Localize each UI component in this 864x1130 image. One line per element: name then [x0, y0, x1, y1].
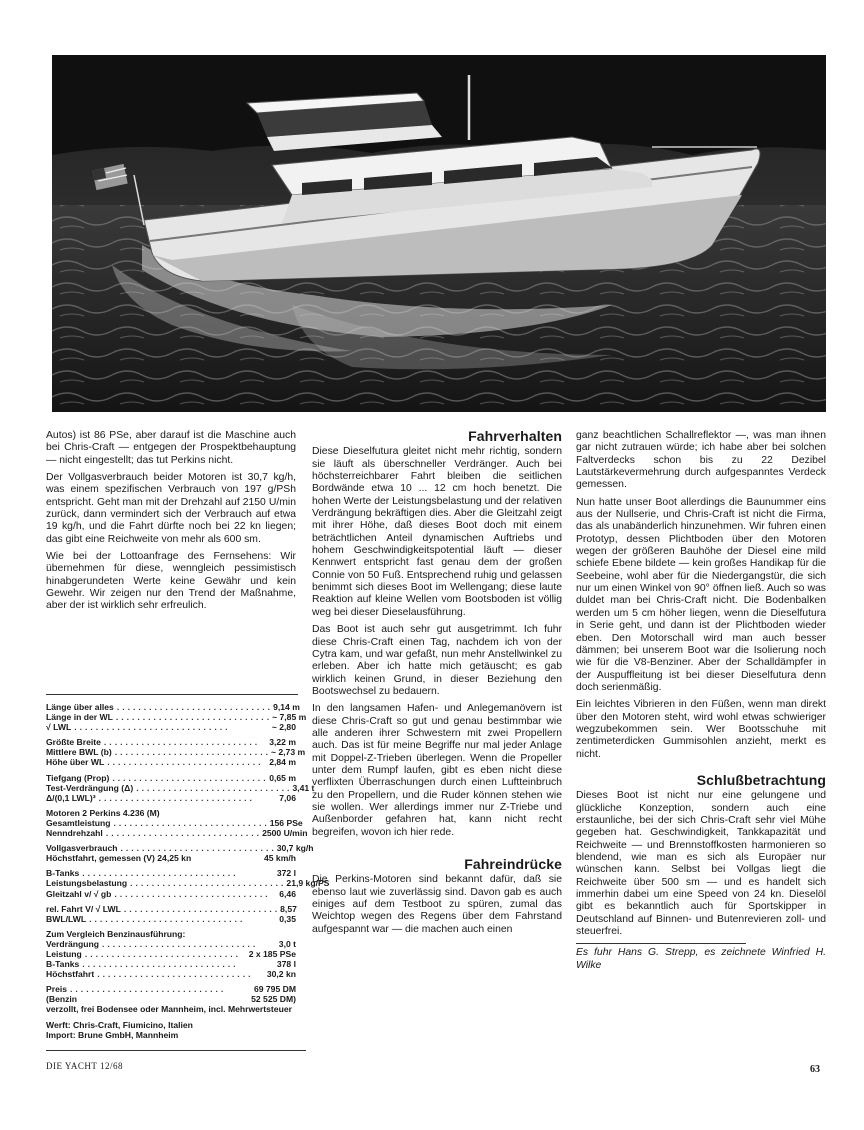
column-2	[312, 430, 562, 941]
boat-illustration	[52, 55, 826, 412]
spec-row: Leistungsbelastung ............................. 21,9 kg/PS	[46, 878, 330, 889]
spec-row: (Benzin 52 525 DM)	[46, 994, 296, 1005]
shipyard-info: Werft: Chris-Craft, Fiumicino, Italien	[46, 1019, 193, 1030]
spec-row: Preis ............................. 69 795 DM	[46, 984, 296, 995]
spec-row: Δ/(0,1 LWL)³ ............................. 7,06	[46, 792, 296, 803]
specs-group	[46, 984, 296, 1014]
spec-row: Nenndrehzahl ............................. 2500 U/min	[46, 828, 308, 839]
spec-row: Motoren 2 Perkins 4.236 (M)	[46, 807, 160, 818]
spec-row: Höchstfahrt ............................. 30,2 kn	[46, 969, 296, 980]
spec-row: Gleitzahl v/ √ gb ............................. 6,46	[46, 888, 296, 899]
spec-row: rel. Fahrt V/ √ LWL ............................. 8,57	[46, 903, 297, 914]
paragraph: Autos) ist 86 PSe, aber darauf ist die Maschine auch bei Chris-Craft — entgegen der Prospektbehauptung — nicht eingestellt; das tut Perkins nicht.	[46, 430, 296, 466]
specs-group	[46, 772, 315, 803]
spec-row: Vollgasverbrauch ............................. 30,7 kg/h	[46, 843, 314, 854]
spec-row: Verdrängung ............................. 3,0 t	[46, 938, 296, 949]
spec-row: Mittlere BWL (b) ............................. ~ 2,73 m	[46, 747, 306, 758]
section-heading: Fahreindrücke	[464, 856, 562, 872]
paragraph: Ein leichtes Vibrieren in den Füßen, wenn man direkt über den Motoren steht, wird wohl etwas schwieriger wegzubekommen sein. Wer Bootsschuhe mit zentimeterdicken Gummisohlen anzieht, merkt es nicht.	[576, 699, 826, 760]
spec-row: Länge über alles ............................. 9,14 m	[46, 702, 300, 712]
spec-note: verzollt, frei Bodensee oder Mannheim, incl. Mehrwertsteuer	[46, 1004, 292, 1015]
paragraph: Dieses Boot ist nicht nur eine gelungene und glückliche Konzeption, sondern auch eine erstaunliche, bei der sich Chris-Craft sehr viel Mühe gegeben hat. Geschwindigkeit, Tankkapazität und Reichweite — und Brennstoffkosten harmonieren so blendend, wie man es sich als Europäer nur wünschen kann. Selbst bei Vollgas liegt die Reichweite über 500 sm — und es handelt sich immerhin dabei um eine Speed von 24 kn. Dieselöl gibt es bekanntlich auch für Sportskipper in Deutschland auf Binnen- und Butenrevieren zoll- und steuerfrei.	[576, 790, 826, 938]
paragraph: Diese Dieselfutura gleitet nicht mehr richtig, sondern sie läuft als überschneller Verdränger. Auch bei höchsterreichbarer Fahrt bleiben die seitlichen Bordwände etwa 10 ... 12 cm hoch benetzt. Die hohen Werte der Leistungsbelastung und der relativen Verdrängung bekräftigen dies. Aber die Gleitzahl zeigt mit ihrer Höhe, daß dieses Boot doch mit einem beträchtlichen Anteil dynamischen Auftriebs und hohem Geschwindigkeitspotential läuft — dieser Kennwert entspricht fast genau dem der großen Connie von 50 Fuß. Entsprechend ruhig und gelassen benimmt sich dieses Boot im Wellengang; diese laute Reaktion auf kleine Wellen vom Bootsboden ist völlig weg bei dieser Dieselausführung.	[312, 446, 562, 618]
specs-table	[46, 702, 330, 1040]
specs-group	[46, 868, 330, 899]
page-number: 63	[810, 1064, 820, 1075]
specs-group	[46, 702, 307, 733]
specs-top-rule	[46, 694, 298, 695]
section-heading: Schlußbetrachtung	[696, 771, 826, 788]
spec-row: √ LWL ............................. ~ 2,80	[46, 722, 296, 733]
column-1	[46, 430, 296, 618]
spec-row: B-Tanks ............................. 378 l	[46, 959, 296, 970]
specs-group	[46, 807, 308, 839]
specs-group	[46, 737, 306, 768]
spec-row: BWL/LWL ............................. 0,35	[46, 913, 296, 924]
spec-row: B-Tanks ............................. 372 l	[46, 868, 296, 879]
magazine-footer: DIE YACHT 12/68	[46, 1061, 123, 1071]
section-heading: Fahrverhalten	[468, 428, 562, 444]
spec-row: Gesamtleistung ............................. 156 PSe	[46, 817, 303, 828]
importer-info: Import: Brune GmbH, Mannheim	[46, 1029, 179, 1040]
spec-row: Größte Breite ............................. 3,22 m	[46, 737, 296, 748]
paragraph: Wie bei der Lottoanfrage des Fernsehens: Wir übernehmen für diese, wenngleich pessimistisch hinabgerundeten Werte keine Gewähr und kein Gewehr. Wir zeigen nur den Trend der Maßnahme, aber der ist wirklich sehr erfreulich.	[46, 551, 296, 612]
column-3	[576, 430, 826, 977]
spec-row: Leistung ............................. 2 x 185 PSe	[46, 948, 296, 959]
paragraph: Nun hatte unser Boot allerdings die Baunummer eins aus der Nullserie, und Chris-Craft ist nicht die Firma, das als unabänderlich hinzunehmen. Wir fuhren einen Prototyp, dessen Plichtboden über den Motoren wegen der größeren Bauhöhe der Diesel eine mild schiefe Ebene bildete — kein großes Handikap für die Seebeine, wohl aber für die Niedergangstür, die sich nur um einen Winkel von 90° öffnen ließ. Auch so was duldet man bei Chris-Craft nicht. Die Bodenbalken werden um 5 cm höher liegen, wenn die Dieselfutura in Serie geht, und dann ist der Plichtboden wieder eben. Den Motorschall wird man auch besser dämmen; bei unserem Boot war die Isolierung noch wie für die V8-Benziner. Aber der Schalldämpfer in der Auspuffleitung ist bei dieser Dieselfutura denn doch serienmäßig.	[576, 496, 826, 693]
footer-rule	[46, 1050, 306, 1051]
spec-row: Höchstfahrt, gemessen (V) 24,25 kn 45 km/h	[46, 853, 296, 864]
specs-group	[46, 843, 314, 864]
spec-row: Länge in der WL ............................. ~ 7,85 m	[46, 712, 307, 723]
boat-photo	[52, 55, 826, 412]
paragraph: Die Perkins-Motoren sind bekannt dafür, daß sie ebenso laut wie zuverlässig sind. Davon gab es auch einiges auf dem Testboot zu spüren, zumal das Weichtop wegen des Regens über dem Fahrstand aufgespannt war — die machen auch einen	[312, 874, 562, 935]
paragraph: In den langsamen Hafen- und Anlegemanövern ist diese Chris-Craft so gut und genau bestimmbar wie alle anderen ihrer Schwestern mit zwei Propellern auch. Das ist für meine Begriffe nur mal jeder Anlage mit Doppel-Z-Trieben überlegen. Wenn die Propeller unter dem Rumpf laufen, gibt es eben nicht diese verflixten Überraschungen durch einen Luftteinbruch zu den Propellern, und die Ruder können stehen wie sie wollen. Wer allerdings immer nur Z-Triebe und Außenborder gefahren hat, kann nicht recht begreifen, wovon ich hier rede.	[312, 703, 562, 838]
author-credits: Es fuhr Hans G. Strepp, es zeichnete Winfried H. Wilke	[576, 947, 826, 971]
spec-row: Höhe über WL ............................. 2,84 m	[46, 757, 296, 768]
specs-group	[46, 929, 296, 979]
spec-row: Zum Vergleich Benzinausführung:	[46, 928, 186, 939]
paragraph: ganz beachtlichen Schallreflektor —, was man ihnen gar nicht zutrauen würde; ich habe aber bei solchen Faltverdecks schon bis zu 22 Dezibel Lautstärkevermehrung durch aufgespanntes Verdeck gemessen.	[576, 430, 826, 491]
specs-group	[46, 904, 296, 924]
spec-row: Test-Verdrängung (Δ) ............................. 3,41 t	[46, 782, 315, 793]
spec-row: Tiefgang (Prop) ............................. 0,65 m	[46, 772, 296, 783]
paragraph: Das Boot ist auch sehr gut ausgetrimmt. Ich fuhr diese Chris-Craft einen Tag, nachdem ich von der Cytra kam, und war gefaßt, nun mehr Anstellwinkel zu erleben. Aber ich hatte mich getäuscht; es gab wirklich keinen Grund, in dieser Beziehung den Bootswechsel zu bedauern.	[312, 624, 562, 697]
paragraph: Der Vollgasverbrauch beider Motoren ist 30,7 kg/h, was einem spezifischen Verbrauch von 197 g/PSh entspricht. Geht man mit der Drehzahl auf 2150 U/min zurück, dann vermindert sich der Verbrauch auf etwa 19 kg/h, und die Fahrt dürfte noch bei 22 kn liegen; das gibt eine Reichweite von mehr als 600 sm.	[46, 472, 296, 545]
